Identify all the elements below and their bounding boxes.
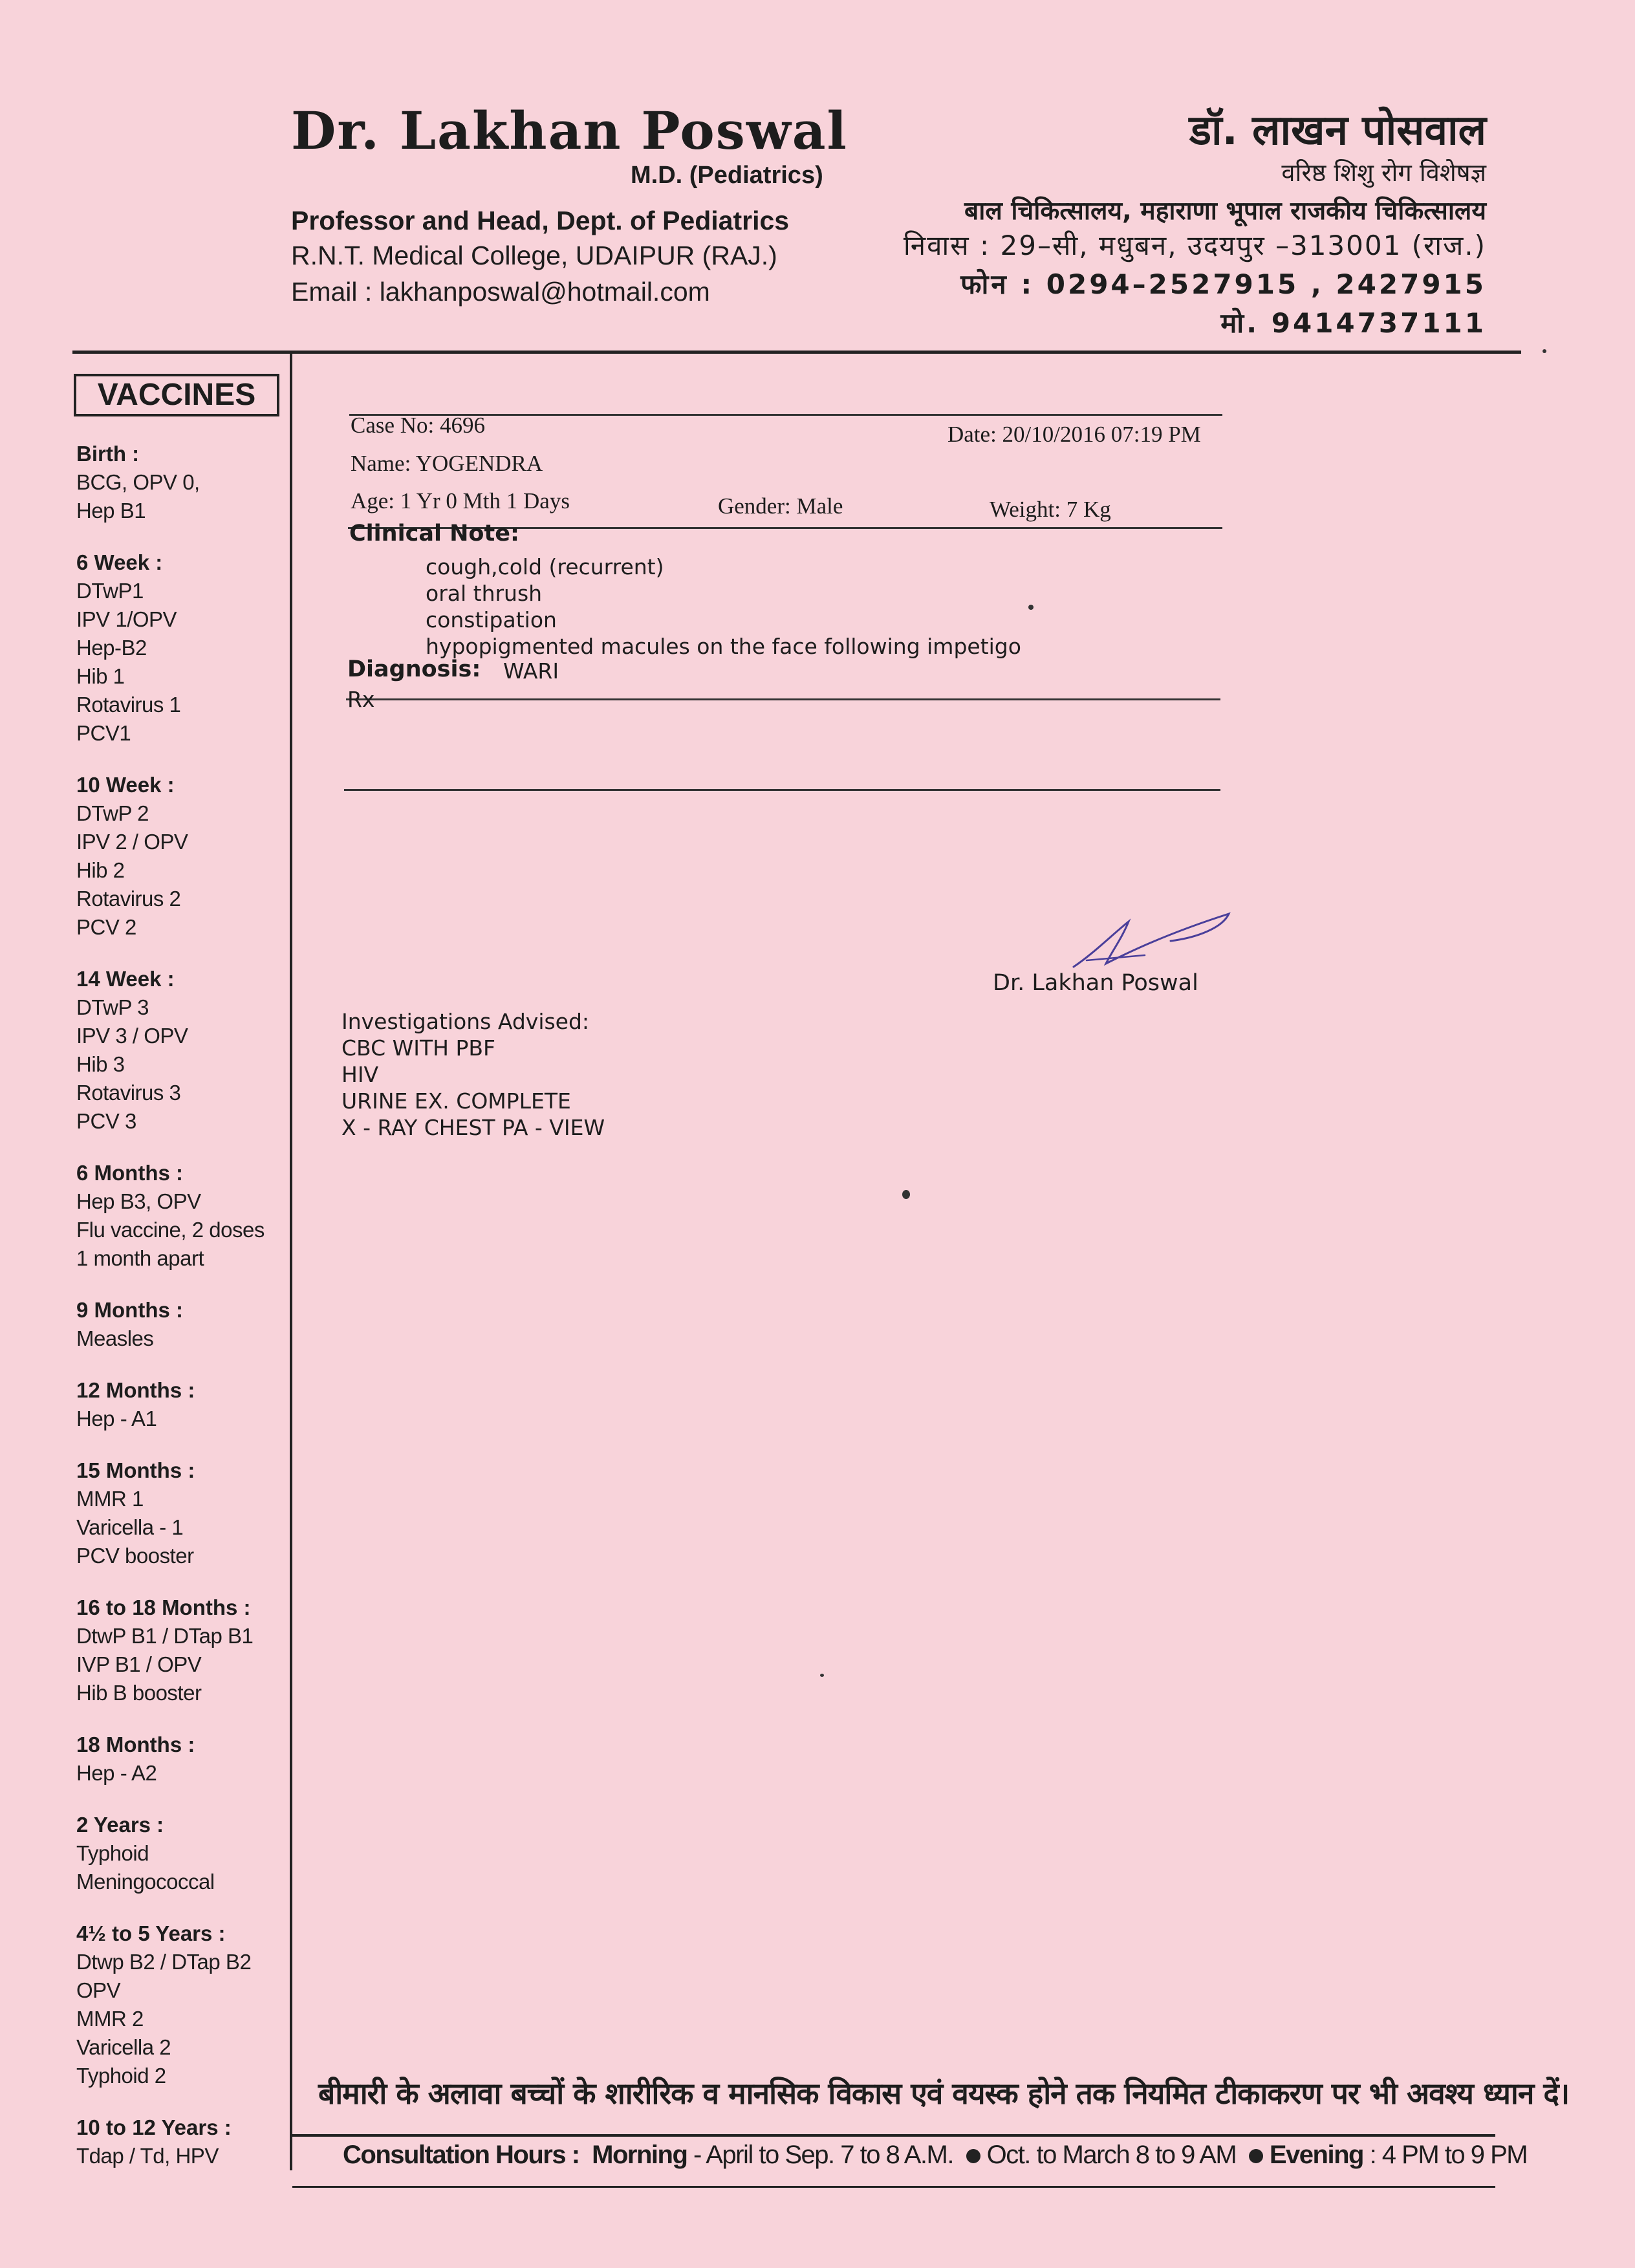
vaccine-group-heading: 6 Week : [76,550,163,574]
vaccine-item: DTwP1 [76,579,144,603]
vaccine-item: Meningococcal [76,1870,215,1894]
vaccine-item: DtwP B1 / DTap B1 [76,1624,254,1648]
doctor-degree: M.D. (Pediatrics) [631,162,823,189]
hours-label: Consultation Hours : [343,2141,579,2169]
vaccine-group-heading: 18 Months : [76,1733,195,1756]
patient-age: Age: 1 Yr 0 Mth 1 Days [351,488,570,513]
vaccine-group-heading: 4½ to 5 Years : [76,1921,226,1945]
vaccine-item: PCV1 [76,721,131,745]
vaccine-item: Typhoid 2 [76,2064,166,2088]
vaccine-item: Measles [76,1326,154,1350]
vaccine-group [76,1593,290,1707]
evening-label: Evening [1269,2141,1363,2169]
visit-date: Date: 20/10/2016 07:19 PM [947,422,1201,447]
vaccine-group [76,1376,290,1433]
vaccine-group-heading: 15 Months : [76,1458,195,1482]
vaccine-item: IPV 2 / OPV [76,830,188,854]
vaccine-group [76,1811,290,1896]
vaccine-item: Hib 2 [76,858,125,882]
vaccine-group [76,965,290,1136]
vaccine-item: IPV 1/OPV [76,607,177,631]
rx-rule [344,789,1220,791]
footer-note-hindi: बीमारी के अलावा बच्चों के शारीरिक व मानसिक विकास एवं वयस्क होने तक नियमित टीकाकरण पर भी अवश्य ध्यान दें। [318,2076,1570,2111]
vaccine-group-heading: 10 Week : [76,773,175,797]
vaccine-item: Tdap / Td, HPV [76,2144,219,2168]
phone-hindi: फोन : 0294–2527915 , 2427915 [960,268,1486,300]
vaccine-item: 1 month apart [76,1246,204,1270]
investigation-item: CBC WITH PBF [341,1035,495,1061]
footer-divider-top [292,2134,1495,2137]
vaccine-group-heading: 9 Months : [76,1298,183,1322]
investigations-label: Investigations Advised: [341,1009,590,1034]
patient-name: Name: YOGENDRA [351,451,543,476]
clinical-note-item: hypopigmented macules on the face following impetigo [426,634,1021,659]
vaccine-item: Hep - A1 [76,1407,157,1431]
vaccine-group [76,771,290,942]
doctor-email: Email : lakhanposwal@hotmail.com [291,277,710,307]
vaccine-item: DTwP 3 [76,995,149,1019]
rx-label: Rx [347,687,375,712]
clinical-notes [426,554,1021,660]
vaccine-item: PCV 2 [76,915,136,939]
sidebar-divider [290,353,292,2170]
patient-weight: Weight: 7 Kg [990,497,1111,522]
vaccine-group-heading: Birth : [76,442,140,466]
clinical-note-item: cough,cold (recurrent) [426,554,664,579]
morning-winter-hours: Oct. to March 8 to 9 AM [986,2141,1237,2169]
investigation-item: HIV [341,1062,379,1087]
vaccine-group [76,548,290,748]
vaccine-group [76,1296,290,1353]
footer-divider-bottom [292,2186,1495,2188]
vaccine-group-heading: 10 to 12 Years : [76,2115,232,2139]
scan-speck [1028,605,1034,610]
vaccine-item: Flu vaccine, 2 doses [76,1218,265,1242]
doctor-name: Dr. Lakhan Poswal [291,100,848,161]
vaccine-item: DTwP 2 [76,801,149,825]
diagnosis-rule [346,698,1220,700]
investigation-item: URINE EX. COMPLETE [341,1088,571,1114]
vaccine-item: Hep - A2 [76,1761,157,1785]
doctor-name-hindi: डॉ. लाखन पोसवाल [1189,107,1486,155]
vaccine-item: IVP B1 / OPV [76,1652,202,1676]
investigations-list [341,1035,605,1141]
patient-gender: Gender: Male [718,493,843,519]
vaccine-item: Hib 1 [76,664,125,688]
specialty-hindi: वरिष्ठ शिशु रोग विशेषज्ञ [1281,158,1486,187]
vaccine-item: Hep-B2 [76,636,147,660]
consultation-hours [343,2141,1527,2170]
scan-speck [1543,349,1546,353]
vaccine-item: Varicella 2 [76,2035,171,2059]
vaccine-item: PCV 3 [76,1109,136,1133]
vaccine-item: MMR 1 [76,1487,144,1511]
morning-summer-hours: - April to Sep. 7 to 8 A.M. [687,2141,953,2169]
vaccine-group [76,1731,290,1787]
vaccine-item: Rotavirus 1 [76,693,181,717]
scan-speck [820,1674,824,1677]
vaccine-group [76,1456,290,1570]
address-hindi: निवास : 29–सी, मधुबन, उदयपुर –313001 (राज.) [903,230,1486,261]
clinical-note-item: constipation [426,607,557,632]
vaccine-item: Rotavirus 3 [76,1081,181,1105]
vaccine-item: MMR 2 [76,2007,144,2031]
vaccine-item: Hib B booster [76,1681,202,1705]
vaccines-heading: VACCINES [74,374,279,416]
scan-speck [902,1190,910,1199]
vaccine-group-heading: 14 Week : [76,967,175,991]
signature-icon [1067,909,1235,980]
vaccine-item: Hep B3, OPV [76,1189,201,1213]
bullet-icon [1249,2149,1263,2163]
diagnosis-value: WARI [503,658,559,684]
vaccine-item: Varicella - 1 [76,1515,184,1539]
morning-label: Morning [592,2141,688,2169]
vaccine-item: IPV 3 / OPV [76,1024,188,1048]
case-number: Case No: 4696 [351,413,486,438]
vaccine-group-heading: 2 Years : [76,1813,164,1837]
investigation-item: X - RAY CHEST PA - VIEW [341,1115,605,1140]
vaccine-group [76,2113,290,2170]
doctor-college: R.N.T. Medical College, UDAIPUR (RAJ.) [291,241,777,270]
clinical-note-label: Clinical Note: [349,521,519,546]
clinical-note-item: oral thrush [426,581,543,606]
signature-name: Dr. Lakhan Poswal [993,970,1198,996]
bullet-icon [966,2149,980,2163]
vaccine-schedule [76,440,290,2194]
vaccine-group-heading: 12 Months : [76,1378,195,1402]
vaccine-group [76,1919,290,2090]
vaccine-item: Hep B1 [76,499,146,523]
evening-hours: : 4 PM to 9 PM [1363,2141,1528,2169]
vaccine-item: BCG, OPV 0, [76,470,200,494]
vaccine-item: Dtwp B2 / DTap B2 [76,1950,252,1974]
vaccine-item: OPV [76,1978,121,2002]
mobile-hindi: मो. 9414737111 [1220,307,1486,339]
vaccine-item: Typhoid [76,1841,149,1865]
vaccine-group [76,1159,290,1273]
vaccine-group-heading: 6 Months : [76,1161,183,1185]
doctor-title: Professor and Head, Dept. of Pediatrics [291,206,790,235]
vaccine-group-heading: 16 to 18 Months : [76,1595,251,1619]
hospital-hindi: बाल चिकित्सालय, महाराणा भूपाल राजकीय चिकित्सालय [964,197,1486,226]
vaccine-item: Hib 3 [76,1052,125,1076]
diagnosis-label: Diagnosis: [347,656,481,682]
vaccine-group [76,440,290,525]
vaccine-item: PCV booster [76,1544,194,1568]
vaccine-item: Rotavirus 2 [76,887,181,911]
